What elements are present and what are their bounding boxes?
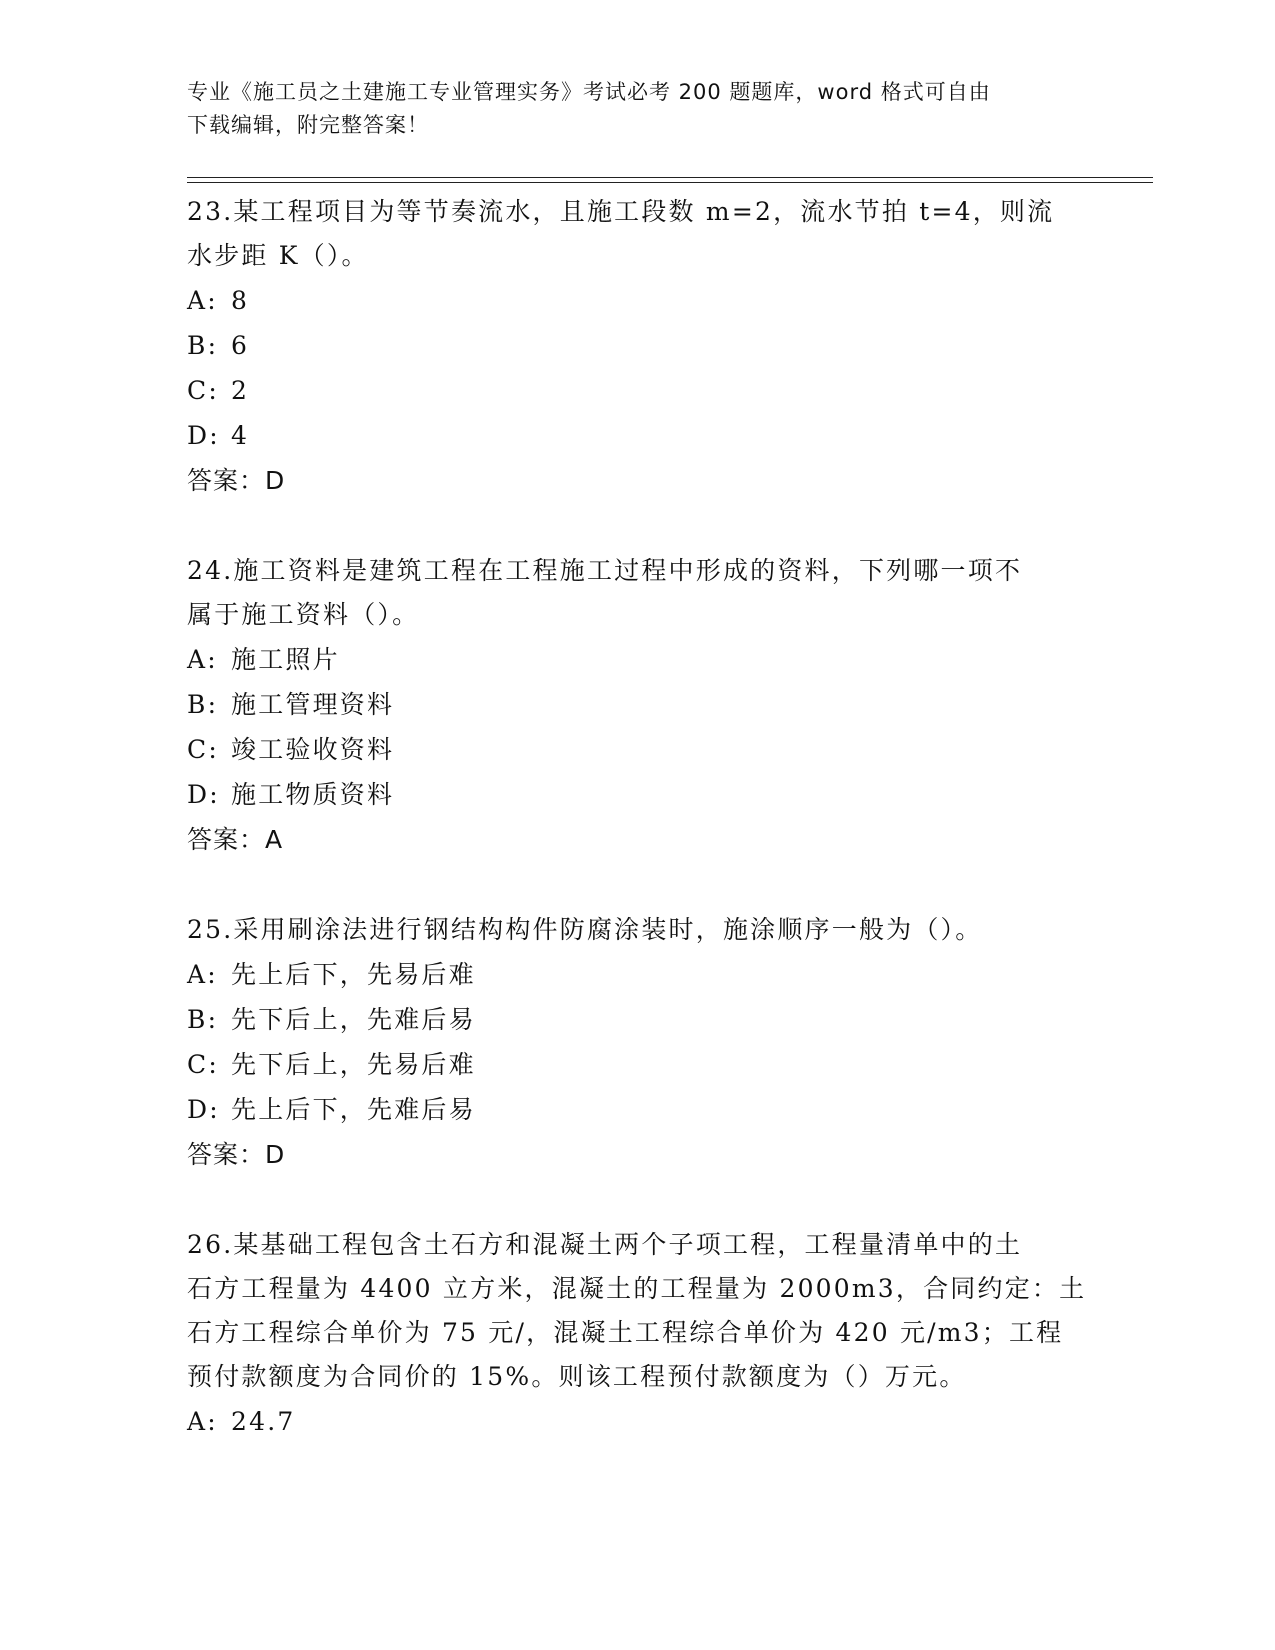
answer-option [187, 413, 1087, 458]
document-header [187, 76, 1087, 142]
question-text-line [187, 1311, 1087, 1355]
option-letter: A: [187, 645, 218, 674]
question-text-line [187, 234, 1087, 278]
answer-option [187, 772, 1087, 817]
option-text: 施工照片 [231, 645, 340, 674]
option-text: 竣工验收资料 [231, 735, 395, 764]
question-text-line [187, 1355, 1087, 1399]
option-text: 8 [231, 286, 250, 315]
question-text-line [187, 190, 1087, 234]
option-text: 先下后上，先易后难 [231, 1050, 476, 1079]
option-text: 4 [231, 421, 250, 450]
answer-option [187, 997, 1087, 1042]
answer-key: 答案：A [187, 825, 284, 854]
question-text: 某工程项目为等节奏流水，且施工段数 m=2，流水节拍 t=4，则流 [233, 197, 1055, 226]
answer-option [187, 952, 1087, 997]
question-number: 26. [187, 1230, 234, 1259]
option-letter: C: [187, 735, 219, 764]
answer-option [187, 637, 1087, 682]
question-text-line [187, 908, 1087, 952]
header-divider-bottom [187, 182, 1153, 183]
option-letter: B: [187, 1005, 219, 1034]
answer-key: 答案：D [187, 1140, 286, 1169]
question-text-line [187, 1267, 1087, 1311]
option-letter: D: [187, 1095, 220, 1124]
question-text: 水步距 K（）。 [187, 241, 369, 270]
option-text: 施工物质资料 [231, 780, 395, 809]
question-text: 石方工程综合单价为 75 元/，混凝土工程综合单价为 420 元/m3；工程 [187, 1318, 1064, 1347]
question-text: 预付款额度为合同价的 15%。则该工程预付款额度为（）万元。 [187, 1362, 967, 1391]
question-list [187, 190, 1087, 1490]
header-line-1: 专业《施工员之土建施工专业管理实务》考试必考 200 题题库，word 格式可自由 [187, 80, 991, 104]
question-2 [187, 549, 1087, 862]
answer-option [187, 323, 1087, 368]
option-letter: D: [187, 780, 220, 809]
option-letter: A: [187, 286, 218, 315]
question-3 [187, 908, 1087, 1177]
answer-option [187, 727, 1087, 772]
question-text: 某基础工程包含土石方和混凝土两个子项工程，工程量清单中的土 [233, 1230, 1023, 1259]
option-text: 先上后下，先易后难 [231, 960, 476, 989]
option-letter: D: [187, 421, 220, 450]
answer-option [187, 368, 1087, 413]
answer-option [187, 278, 1087, 323]
question-text-line [187, 593, 1087, 637]
option-letter: B: [187, 331, 219, 360]
option-letter: C: [187, 376, 219, 405]
question-4 [187, 1223, 1087, 1444]
question-text: 采用刷涂法进行钢结构构件防腐涂装时，施涂顺序一般为（）。 [233, 915, 983, 944]
option-text: 24.7 [231, 1407, 296, 1436]
question-text-line [187, 549, 1087, 593]
question-text-line [187, 1223, 1087, 1267]
option-letter: A: [187, 1407, 218, 1436]
answer-option [187, 1042, 1087, 1087]
question-number: 25. [187, 915, 234, 944]
option-text: 6 [231, 331, 250, 360]
answer-option [187, 1087, 1087, 1132]
header-divider-top [187, 177, 1153, 178]
question-number: 23. [187, 197, 234, 226]
option-text: 先下后上，先难后易 [231, 1005, 476, 1034]
answer-key: 答案：D [187, 466, 286, 495]
option-letter: B: [187, 690, 219, 719]
question-1 [187, 190, 1087, 503]
question-text: 属于施工资料（）。 [187, 600, 420, 629]
option-letter: A: [187, 960, 218, 989]
option-text: 先上后下，先难后易 [231, 1095, 476, 1124]
header-line-2: 下载编辑，附完整答案！ [187, 113, 429, 137]
option-text: 2 [231, 376, 250, 405]
question-text: 施工资料是建筑工程在工程施工过程中形成的资料，下列哪一项不 [233, 556, 1023, 585]
answer-option [187, 682, 1087, 727]
answer-option [187, 1399, 1087, 1444]
question-number: 24. [187, 556, 234, 585]
question-text: 石方工程量为 4400 立方米，混凝土的工程量为 2000m3，合同约定：土 [187, 1274, 1087, 1303]
option-letter: C: [187, 1050, 219, 1079]
option-text: 施工管理资料 [231, 690, 395, 719]
